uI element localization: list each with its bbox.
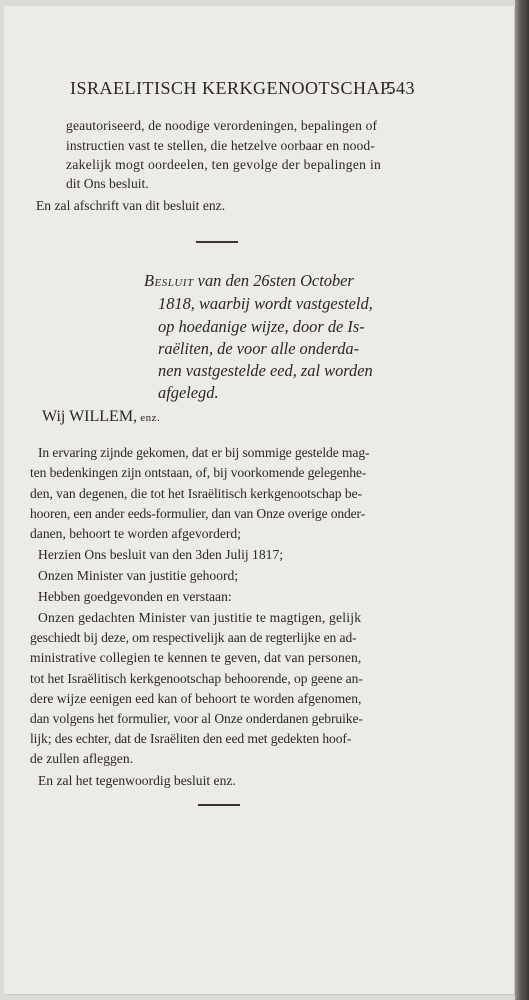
text-line: dere wijze eenigen eed kan of behoort te worden afgenomen, [30, 691, 362, 706]
text-line: En zal het tegenwoordig besluit enz. [38, 773, 236, 788]
decree-title-line: 1818, waarbij wordt vastgesteld, [158, 294, 373, 313]
text-line: Hebben goedgevonden en verstaan: [38, 589, 232, 604]
decree-title-line: afgelegd. [158, 383, 219, 402]
running-head [70, 78, 415, 99]
text-line: geautoriseerd, de noodige verordeningen, bepalingen of [66, 118, 378, 133]
salutation [42, 408, 160, 426]
decree-title-line: nen vastgestelde eed, zal worden [158, 361, 373, 380]
salutation-name: Wij WILLEM, [42, 408, 138, 425]
text-line: In ervaring zijnde gekomen, dat er bij sommige gestelde mag- [38, 445, 370, 460]
decree-title-line: op hoedanige wijze, door de Is- [158, 317, 365, 336]
decree-title-line: raëliten, de voor alle onderda- [158, 339, 360, 358]
text-line: dit Ons besluit. [66, 176, 149, 191]
text-line: ministrative collegien te kennen te geven, dat van personen, [30, 650, 362, 665]
section-divider [198, 804, 240, 806]
page-number: 543 [386, 78, 415, 98]
text-line: Onzen Minister van justitie gehoord; [38, 568, 239, 583]
text-line: dan volgens het formulier, voor al Onze onderdanen gebruike- [30, 711, 363, 726]
text-line: Herzien Ons besluit van den 3den Julij 1817; [38, 547, 284, 562]
text-line: ten bedenkingen zijn ontstaan, of, bij voorkomende gelegenhe- [30, 465, 367, 480]
text-line: de zullen afleggen. [30, 751, 134, 766]
decree-title-lead: Besluit [144, 271, 194, 290]
text-line: instructien vast te stellen, die hetzelve oorbaar en nood- [66, 138, 375, 153]
running-title: ISRAELITISCH KERKGENOOTSCHAP. [70, 78, 394, 98]
salutation-suffix: enz. [137, 412, 161, 424]
text-line: tot het Israëlitisch kerkgenootschap behoorende, op geene an- [30, 671, 363, 686]
text-line: Onzen gedachten Minister van justitie te magtigen, gelijk [38, 610, 362, 625]
text-line: lijk; des echter, dat de Israëliten den eed met gedekten hoof- [30, 731, 352, 746]
text-line: hooren, een ander eeds-formulier, dan van Onze overige onder- [30, 506, 366, 521]
decree-title-text: van den 26sten October [193, 271, 354, 290]
section-divider [196, 241, 238, 243]
text-line: zakelijk mogt oordeelen, ten gevolge der bepalingen in [66, 157, 382, 172]
text-line: den, van degenen, die tot het Israëlitisch kerkgenootschap be- [30, 486, 363, 501]
decree-title-line [144, 271, 354, 291]
book-spine-edge [515, 0, 529, 1000]
text-line: En zal afschrift van dit besluit enz. [36, 198, 226, 213]
text-line: geschiedt bij deze, om respectivelijk aan de regterlijke en ad- [30, 630, 357, 645]
text-line: danen, behoort te worden afgevorderd; [30, 526, 241, 541]
